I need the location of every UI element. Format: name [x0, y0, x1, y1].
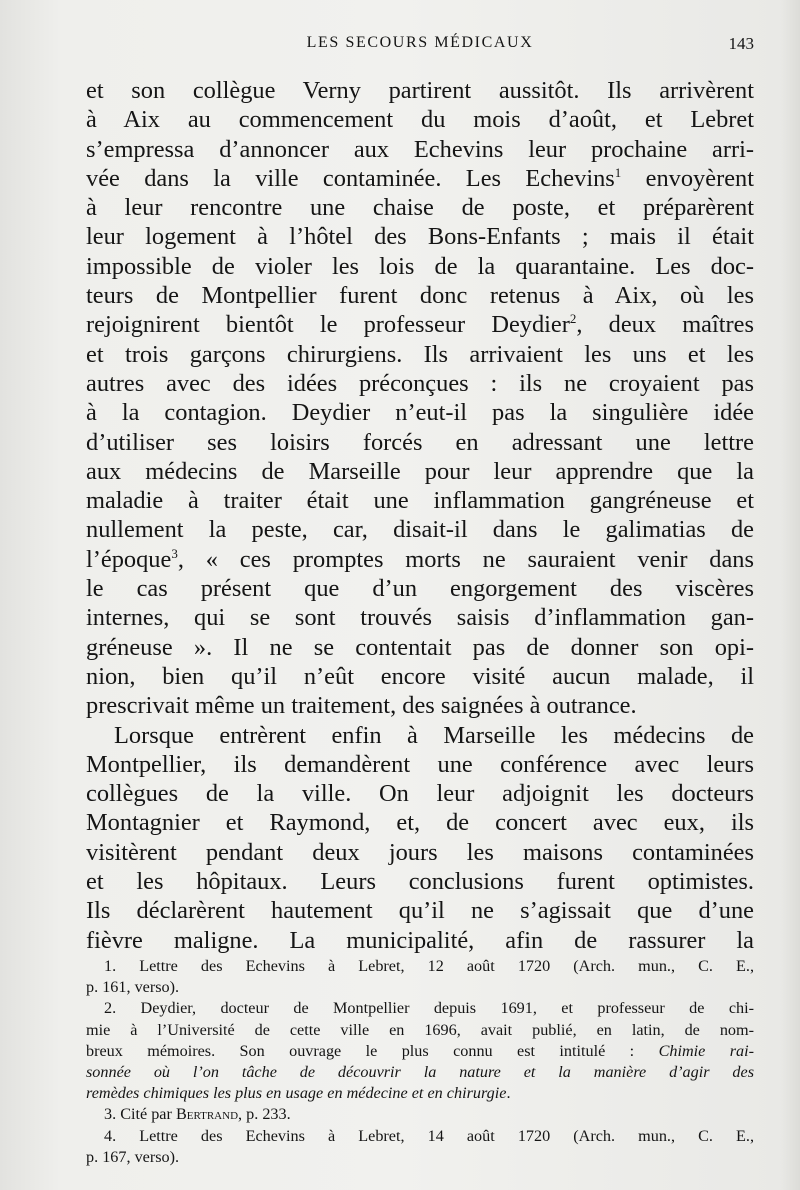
text-line: autres avec des idées préconçues : ils ne croyaient pas: [86, 369, 754, 397]
text-line: [86, 310, 754, 339]
text-line: [86, 164, 754, 193]
footnote-3: [86, 1104, 754, 1125]
text-line: collègues de la ville. On leur adjoignit les docteurs: [86, 780, 754, 808]
text-line: fièvre maligne. La municipalité, afin de rassurer la: [86, 926, 754, 954]
text-line: gréneuse ». Il ne se contentait pas de donner son opi-: [86, 633, 754, 661]
text-segment: rejoignirent bientôt le professeur Deydier: [86, 311, 570, 339]
text-segment: , p. 233.: [238, 1105, 291, 1124]
text-line: le cas présent que d’un engorgement des viscères: [86, 575, 754, 603]
text-segment: envoyèrent: [621, 164, 754, 192]
text-line: nullement la peste, car, disait-il dans le galimatias de: [86, 516, 754, 544]
footnote-1-cont: p. 161, verso).: [86, 978, 180, 997]
text-line: teurs de Montpellier furent donc retenus à Aix, où les: [86, 282, 754, 310]
footnotes: [86, 956, 754, 1168]
text-segment: 3. Cité par: [104, 1105, 176, 1124]
text-segment: , deux maîtres: [576, 311, 754, 339]
book-title: Chimie rai-: [658, 1041, 754, 1060]
text-line: impossible de violer les lois de la quarantaine. Les doc-: [86, 252, 754, 280]
footnote-2-cont: [86, 1041, 754, 1062]
text-line: d’utiliser ses loisirs forcés en adressant une lettre: [86, 428, 754, 456]
text-line: Montpellier, ils demandèrent une conférence avec leurs: [86, 750, 754, 778]
author-name: Bertrand: [175, 1105, 239, 1124]
text-line: visitèrent pendant deux jours les maisons contaminées: [86, 838, 754, 866]
text-line: et son collègue Verny partirent aussitôt. Ils arrivèrent: [86, 77, 754, 104]
text-line: nion, bien qu’il n’eût encore visité aucun malade, il: [86, 662, 754, 690]
footnote-2-cont: mie à l’Université de cette ville en 1696, avait publié, en latin, de nom-: [86, 1020, 754, 1039]
text-segment: , « ces promptes morts ne sauraient venir dans: [177, 545, 754, 573]
text-line: leur logement à l’hôtel des Bons-Enfants ; mais il était: [86, 223, 754, 251]
text-line: et les hôpitaux. Leurs conclusions furent optimistes.: [86, 868, 754, 896]
text-line: Montagnier et Raymond, et, de concert avec eux, ils: [86, 809, 754, 837]
footnote-2-cont: [86, 1083, 754, 1104]
text-segment: breux mémoires. Son ouvrage le plus connu est intitulé :: [86, 1041, 659, 1060]
text-line: à leur rencontre une chaise de poste, et préparèrent: [86, 194, 754, 222]
footnote-4-cont: p. 167, verso).: [86, 1147, 180, 1166]
text-segment: l’époque: [86, 545, 172, 573]
footnote-ref: 2: [569, 311, 577, 327]
text-segment: vée dans la ville contaminée. Les Echevins: [86, 164, 615, 192]
footnote-ref: 1: [614, 164, 622, 180]
footnote-2: 2. Deydier, docteur de Montpellier depuis 1691, et professeur de chi-: [104, 999, 754, 1018]
text-line: s’empressa d’annoncer aux Echevins leur prochaine arri-: [86, 135, 754, 163]
text-line: internes, qui se sont trouvés saisis d’inflammation gan-: [86, 604, 754, 632]
page-number: 143: [728, 34, 754, 53]
main-text: [86, 76, 754, 955]
text-line: et trois garçons chirurgiens. Ils arrivaient les uns et les: [86, 340, 754, 368]
running-title: LES SECOURS MÉDICAUX: [306, 34, 534, 51]
text-line: aux médecins de Marseille pour leur apprendre que la: [86, 457, 754, 485]
footnote-ref: 3: [171, 545, 178, 561]
footnote-2-cont: [86, 1062, 754, 1083]
footnote-1: 1. Lettre des Echevins à Lebret, 12 août 1720 (Arch. mun., C. E.,: [104, 957, 754, 975]
text-line: Ils déclarèrent hautement qu’il ne s’agissait que d’une: [86, 897, 754, 925]
footnote-4: 4. Lettre des Echevins à Lebret, 14 août 1720 (Arch. mun., C. E.,: [104, 1126, 754, 1145]
text-line: à Aix au commencement du mois d’août, et Lebret: [86, 106, 754, 134]
running-header: [86, 34, 754, 58]
text-line: [86, 545, 754, 574]
text-segment: .: [506, 1084, 511, 1103]
book-title: sonnée où l’on tâche de découvrir la nature et la manière d’agir des: [86, 1062, 754, 1081]
book-title: remèdes chimiques les plus en usage en médecine et en chirurgie: [86, 1084, 507, 1103]
text-line: prescrivait même un traitement, des saignées à outrance.: [86, 692, 637, 720]
text-line: à la contagion. Deydier n’eut-il pas la singulière idée: [86, 399, 754, 427]
text-line: maladie à traiter était une inflammation gangréneuse et: [86, 487, 754, 515]
text-line: Lorsque entrèrent enfin à Marseille les médecins de: [114, 721, 754, 749]
